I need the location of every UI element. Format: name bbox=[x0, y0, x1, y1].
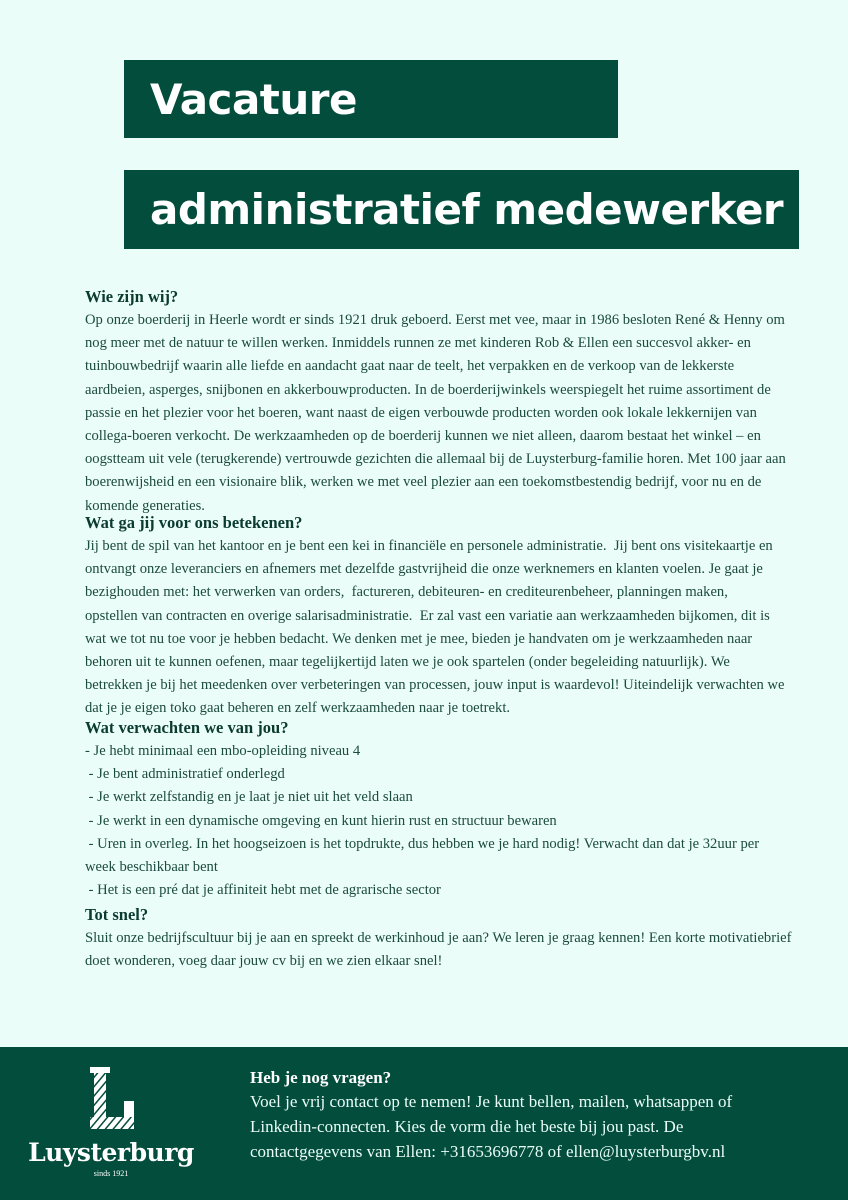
section-role bbox=[85, 511, 825, 721]
contact-line: Linkedin-connecten. Kies de vorm die het beste bij jou past. De bbox=[250, 1117, 684, 1136]
logo-tagline: sinds 1921 bbox=[93, 1169, 129, 1178]
logo-wordmark: Luysterburg bbox=[28, 1138, 194, 1167]
paragraph-line: tuinbouwbedrijf waarin alle liefde en aandacht gaat naar de teelt, het verpakken en de verkoop van de lekkerste bbox=[85, 358, 735, 375]
section-see-you-soon bbox=[85, 903, 825, 973]
paragraph-line: opstellen van contracten en overige salarisadministratie. Er zal vast een variatie aan werkzaamheden bijkomen, dit is bbox=[85, 607, 770, 624]
paragraph-line: behoren uit te kunnen oefenen, maar tegelijkertijd laten we je ook spartelen (onder begeleiding natuurlijk). We bbox=[85, 654, 730, 671]
paragraph-line: ontvangt onze leveranciers en afnemers met dezelfde gastvrijheid die onze werknemers en klanten voelen. Je gaat je bbox=[85, 561, 763, 578]
paragraph-line: - Je hebt minimaal een mbo-opleiding niveau 4 bbox=[85, 743, 361, 759]
contact-line: contactgegevens van Ellen: +31653696778 of ellen@luysterburgbv.nl bbox=[250, 1142, 726, 1161]
paragraph-line: nog meer met de natuur te willen werken. Inmiddels runnen ze met kinderen Rob & Ellen een succesvol akker- en bbox=[85, 335, 751, 352]
paragraph-line: - Je werkt zelfstandig en je laat je niet uit het veld slaan bbox=[85, 789, 413, 806]
title-line-1 bbox=[124, 60, 618, 138]
contact-heading: Heb je nog vragen? bbox=[250, 1068, 392, 1087]
paragraph-line: Sluit onze bedrijfscultuur bij je aan en spreekt de werkinhoud je aan? We leren je graag kennen! Een korte motivatiebrief bbox=[85, 930, 792, 946]
paragraph-line: bezighouden met: het verwerken van orders, factureren, debiteuren- en crediteurenbeheer, planningen maken, bbox=[85, 584, 728, 601]
paragraph-line: oogstteam uit vele (terugkerende) vertrouwde gezichten die allemaal bij de Luysterburg-familie horen. Met 100 jaar aan bbox=[85, 451, 786, 468]
section-heading: Wie zijn wij? bbox=[85, 287, 179, 306]
contact-line: Voel je vrij contact op te nemen! Je kunt bellen, mailen, whatsappen of bbox=[250, 1092, 733, 1111]
paragraph-line: - Het is een pré dat je affiniteit hebt met de agrarische sector bbox=[85, 882, 441, 899]
paragraph-line: wat we tot nu toe voor je hebben bedacht. We denken met je mee, bieden je handvaten om je werkzaamheden naar bbox=[85, 630, 753, 647]
section-heading: Wat ga jij voor ons betekenen? bbox=[85, 513, 303, 532]
section-requirements bbox=[85, 716, 825, 902]
paragraph-line: komende generaties. bbox=[85, 497, 205, 514]
paragraph-line: boerenwijsheid en een visionaire blik, werken we met veel plezier aan een toekomstbestendig bedrijf, voor nu en de bbox=[85, 474, 762, 491]
paragraph-line: passie en het plezier voor het boeren, want naast de eigen verbouwde producten worden ook lokale lekkernijen van bbox=[85, 404, 757, 421]
section-heading: Wat verwachten we van jou? bbox=[85, 718, 289, 737]
paragraph-line: doet wonderen, voeg daar jouw cv bij en we zien elkaar snel! bbox=[85, 953, 443, 970]
paragraph-line: week beschikbaar bent bbox=[85, 859, 218, 876]
paragraph-line: collega-boeren verkocht. De werkzaamheden op de boerderij kunnen we niet alleen, daarom bestaat het winkel – en bbox=[85, 428, 761, 445]
contact-block bbox=[250, 1067, 732, 1164]
logo-l-icon bbox=[86, 1067, 136, 1129]
luysterburg-logo bbox=[20, 1067, 202, 1178]
title-line-2 bbox=[124, 170, 799, 249]
paragraph-line: betrekken je bij het meedenken over verbeteringen van processen, jouw input is waardevol! Uiteindelijk verwachten we bbox=[85, 677, 785, 694]
paragraph-line: Jij bent de spil van het kantoor en je bent een kei in financiële en personele administratie. Jij bent ons visitekaartje en bbox=[85, 538, 773, 554]
paragraph-line: - Je bent administratief onderlegd bbox=[85, 766, 285, 783]
footer bbox=[0, 1047, 848, 1200]
paragraph-line: - Uren in overleg. In het hoogseizoen is het topdrukte, dus hebben we je hard nodig! Verwacht dan dat je 32uur per bbox=[85, 835, 760, 852]
section-who-are-we bbox=[85, 285, 825, 518]
title-text-1: Vacature bbox=[150, 74, 357, 124]
section-heading: Tot snel? bbox=[85, 905, 149, 924]
title-text-2: administratief medewerker bbox=[150, 185, 784, 234]
paragraph-line: - Je werkt in een dynamische omgeving en kunt hierin rust en structuur bewaren bbox=[85, 812, 557, 829]
paragraph-line: aardbeien, asperges, snijbonen en akkerbouwproducten. In de boerderijwinkels weerspiegelt het ruime assortiment de bbox=[85, 381, 771, 398]
paragraph-line: Op onze boerderij in Heerle wordt er sinds 1921 druk geboerd. Eerst met vee, maar in 1986 besloten René & Henny om bbox=[85, 312, 785, 328]
paragraph-line: dat je je eigen toko gaat beheren en zelf werkzaamheden naar je toetrekt. bbox=[85, 700, 511, 717]
